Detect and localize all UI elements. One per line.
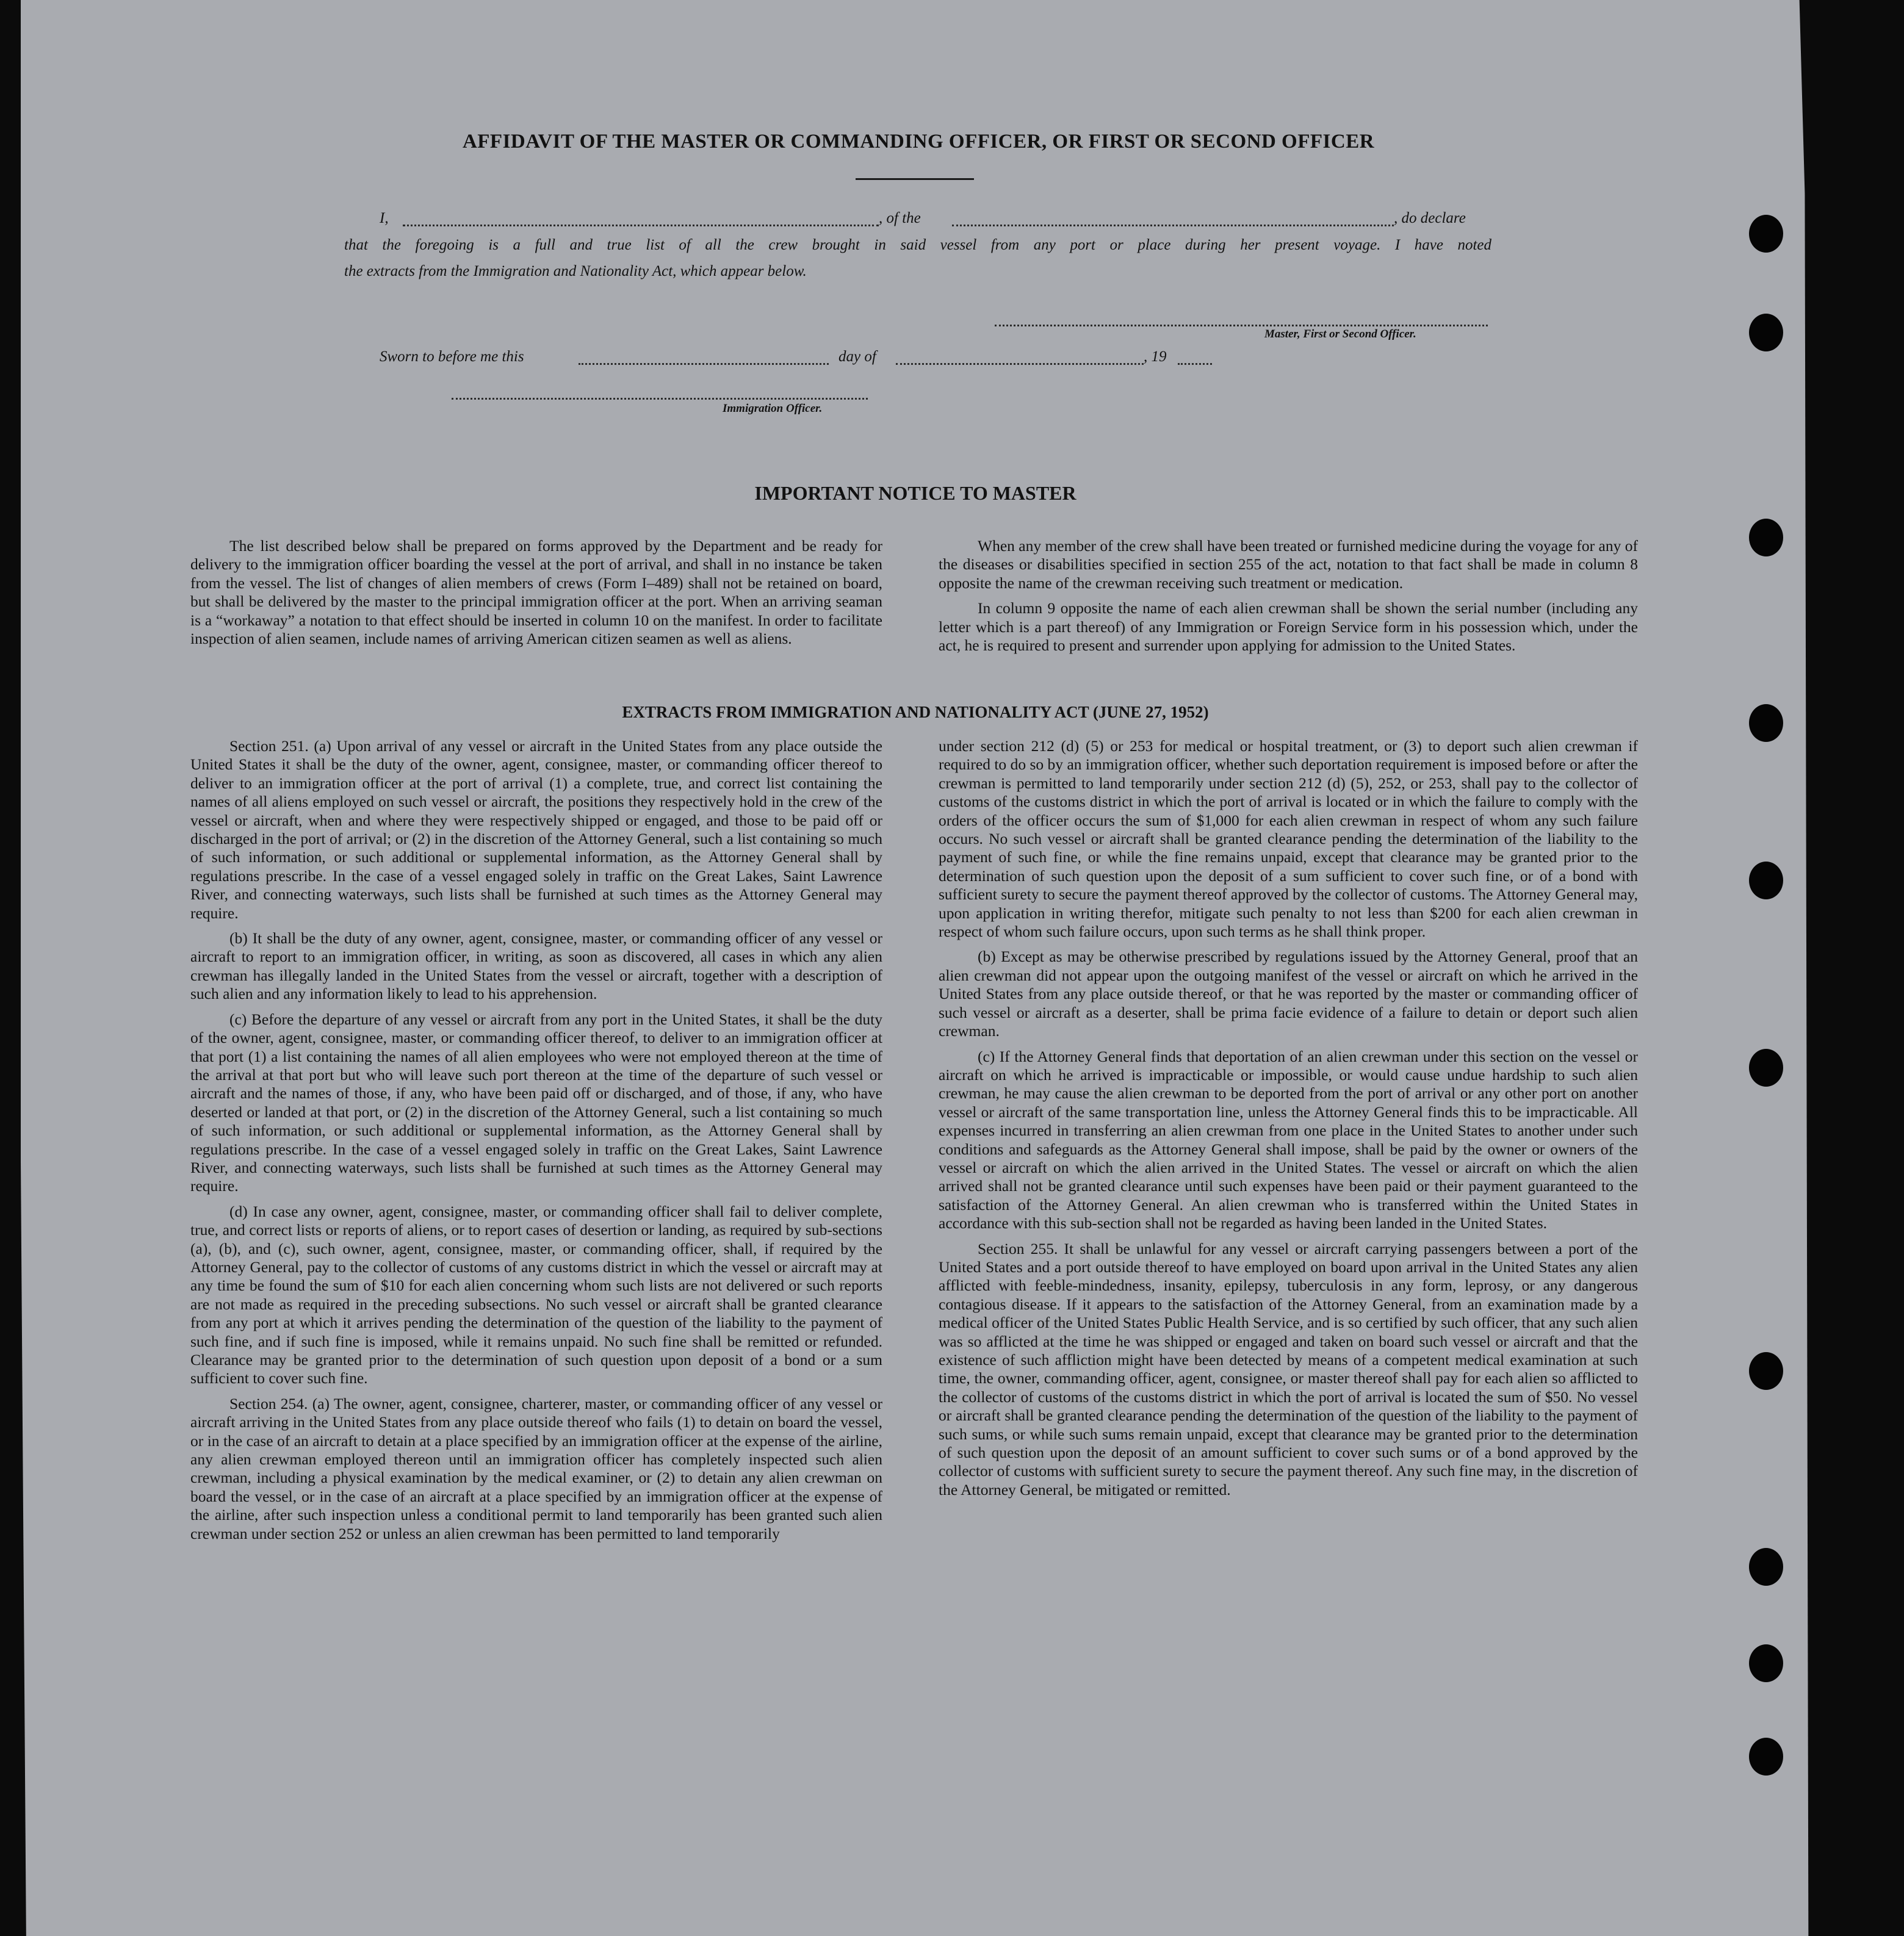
officer-caption: Immigration Officer. <box>723 402 823 415</box>
punch-hole <box>1749 1644 1783 1682</box>
notice-paragraph: The list described below shall be prepared on forms approved by the Department and be ready for delivery to the immigration officer boarding the vessel at the port of arrival, and shall in no instance be taken from the vessel. The list of changes of alien members of crews (Form I–489) shall not be retained on board, but shall be delivered by the master to the principal immigration officer at the port. When an arriving seaman is a “workaway” a notation to that effect should be inserted in column 10 on the manifest. In order to facilitate inspection of alien seamen, include names of arriving American citizen seamen as well as aliens. <box>190 537 882 648</box>
name-field[interactable] <box>403 225 879 226</box>
day-of-label: day of <box>838 348 876 365</box>
vessel-field[interactable] <box>952 225 1394 226</box>
master-signature-line[interactable] <box>995 325 1488 326</box>
statement-line-2: the extracts from the Immigration and Nationality Act, which appear below. <box>344 263 807 279</box>
punch-hole <box>1749 862 1783 899</box>
notice-title: IMPORTANT NOTICE TO MASTER <box>754 482 1076 504</box>
do-declare-label: , do declare <box>1394 210 1466 226</box>
extracts-left-column <box>190 737 882 1550</box>
notice-right-column <box>939 537 1638 661</box>
affidavit-title: AFFIDAVIT OF THE MASTER OR COMMANDING OFFICER, OR FIRST OR SECOND OFFICER <box>462 131 1375 153</box>
notice-left-column <box>190 537 882 655</box>
punch-hole <box>1749 215 1783 253</box>
officer-signature-line[interactable] <box>452 398 868 400</box>
title-divider <box>856 178 974 180</box>
extracts-right-column <box>939 737 1638 1506</box>
notice-paragraph: When any member of the crew shall have been treated or furnished medicine during the voyage for any of the diseases or disabilities specified in section 255 of the act, notation to that fact shall be made in column 8 opposite the name of the crewman receiving such treatment or medication. <box>939 537 1638 592</box>
section-255: Section 255. It shall be unlawful for any vessel or aircraft carrying passengers between a port of the United States and a port outside thereof to have employed on board upon arrival in the United States any alien afflicted with feeble-mindedness, insanity, epilepsy, tuberculosis in any form, leprosy, or any dangerous contagious disease. If it appears to the satisfaction of the Attorney General, from an examination made by a medical officer of the United States Public Health Service, and is so certified by such officer, that any such alien was so afflicted at the time he was shipped or engaged and taken on board such vessel or aircraft and that the existence of such affliction might have been detected by means of a competent medical examination at such time, the owner, commanding officer, agent, consignee, or master thereof shall pay for each alien so afflicted to the collector of customs of the customs district in which the port of arrival is located the sum of $50. No vessel or aircraft shall be granted clearance pending the determination of the question of the liability to the payment of such sums, or while such sums remain unpaid, except that clearance may be granted prior to the determination of such question upon the deposit of an amount sufficient to cover such sums or of a bond approved by the collector of customs with sufficient surety to secure the payment thereof. Any such fine may, in the discretion of the Attorney General, be mitigated or remitted. <box>939 1239 1638 1499</box>
sworn-year-field[interactable] <box>1178 363 1212 365</box>
section-251-a: Section 251. (a) Upon arrival of any vessel or aircraft in the United States from any place outside the United States it shall be the duty of the owner, agent, consignee, master, or commanding officer thereof to deliver to an immigration officer at the port of arrival (1) a complete, true, and correct list containing the names of all aliens employed on such vessel or aircraft, the positions they respectively hold in the crew of the vessel or aircraft, when and where they were respectively shipped or engaged, and those to be paid off or discharged in the port of arrival; or (2) in the discretion of the Attorney General, such a list containing so much of such information, or such additional or supplemental information, as the Attorney General shall by regulations prescribe. In the case of a vessel engaged solely in traffic on the Great Lakes, Saint Lawrence River, and connecting waterways, such lists shall be furnished at such times as the Attorney General may require. <box>190 737 882 922</box>
section-251-c: (c) Before the departure of any vessel or aircraft from any port in the United States, it shall be the duty of the owner, agent, consignee, master, or commanding officer thereof, to deliver to an immigration officer at that port (1) a list containing the names of all alien employees who were not employed thereon at the time of the arrival at that port but who will leave such port thereon at the time of the departure of such vessel or aircraft and the names of those, if any, who have been paid off or discharged, and of those, if any, who have deserted or landed at that port, or (2) in the discretion of the Attorney General, such a list containing so much of such information, or such additional or supplemental information, as the Attorney General shall by regulations prescribe. In the case of a vessel engaged solely in traffic on the Great Lakes, Saint Lawrence River, and connecting waterways, such lists shall be furnished at such times as the Attorney General may require. <box>190 1010 882 1195</box>
punch-hole <box>1749 1738 1783 1776</box>
section-251-b: (b) It shall be the duty of any owner, agent, consignee, master, or commanding officer of any vessel or aircraft to report to an immigration officer, in writing, as soon as discovered, all cases in which any alien crewman has illegally landed in the United States from the vessel or aircraft, together with a description of such alien and any information likely to lead to his apprehension. <box>190 929 882 1003</box>
section-251-d: (d) In case any owner, agent, consignee, master, or commanding officer shall fail to deliver complete, true, and correct lists or reports of aliens, or to report cases of desertion or landing, as required by sub-sections (a), (b), and (c), such owner, agent, consignee, master, or commanding officer, shall, if required by the Attorney General, pay to the collector of customs of any customs district in which the vessel or aircraft may at any time be found the sum of $10 for each alien concerning whom such lists are not delivered or such reports are not made as required in the preceding subsections. No such vessel or aircraft shall be granted clearance from any port at which it arrives pending the determination of the question of the liability to the payment of such fine, and if such fine is imposed, while it remains unpaid. No such fine shall be remitted or refunded. Clearance may be granted prior to the determination of such question upon deposit of a bond or a sum sufficient to cover such fine. <box>190 1202 882 1387</box>
punch-hole <box>1749 1352 1783 1390</box>
section-254-b: (b) Except as may be otherwise prescribed by regulations issued by the Attorney General, proof that an alien crewman did not appear upon the outgoing manifest of the vessel or aircraft on which he arrived in the United States from any place outside thereof, or that he was reported by the master or commanding officer of such vessel or aircraft as a deserter, shall be prima facie evidence of a failure to detain or deport such alien crewman. <box>939 948 1638 1040</box>
of-the-label: , of the <box>879 210 921 226</box>
punch-hole <box>1749 1049 1783 1087</box>
punch-hole <box>1749 519 1783 556</box>
punch-hole <box>1749 314 1783 351</box>
sworn-day-field[interactable] <box>579 363 829 365</box>
extracts-title: EXTRACTS FROM IMMIGRATION AND NATIONALITY ACT (JUNE 27, 1952) <box>622 703 1209 721</box>
punch-hole <box>1749 1548 1783 1586</box>
section-254-a: Section 254. (a) The owner, agent, consignee, charterer, master, or commanding officer of any vessel or aircraft arriving in the United States from any place outside thereof who fails (1) to detain on board the vessel, or in the case of an aircraft to detain at a place specified by an immigration officer at the expense of the airline, any alien crewman employed thereon until an immigration officer has completely inspected such alien crewman, including a physical examination by the medical examiner, or (2) to detain any alien crewman on board the vessel, or in the case of an aircraft at a place specified by an immigration officer at the expense of the airline, after such inspection unless a conditional permit to land temporarily has been granted such alien crewman under section 252 or unless an alien crewman has been permitted to land temporarily <box>190 1394 882 1542</box>
year-label: , 19 <box>1144 348 1167 365</box>
statement-line-1: that the foregoing is a full and true list of all the crew brought in said vessel from any port or place during her present voyage. I have noted <box>344 237 1491 253</box>
section-254-c: (c) If the Attorney General finds that deportation of an alien crewman under this section on the vessel or aircraft on which he arrived is impracticable or impossible, or would cause undue hardship to such alien crewman, he may cause the alien crewman to be deported from the port of arrival or any other port on another vessel or aircraft of the same transportation line, unless the Attorney General finds this to be impracticable. All expenses incurred in transferring an alien crewman from one place in the United States to another under such conditions and safeguards as the Attorney General shall impose, shall be paid by the owner or owners of the vessel or aircraft on which the alien arrived in the United States. The vessel or aircraft on which the alien arrived shall not be granted clearance until such expenses have been paid or their payment guaranteed to the satisfaction of the Attorney General. An alien crewman who is transferred within the United States in accordance with this sub-section shall not be regarded as having been landed in the United States. <box>939 1047 1638 1232</box>
sworn-month-field[interactable] <box>896 363 1144 365</box>
i-label: I, <box>380 210 389 226</box>
sworn-label: Sworn to before me this <box>380 348 524 365</box>
section-254-a-continued: under section 212 (d) (5) or 253 for medical or hospital treatment, or (3) to deport such alien crewman if required to do so by an immigration officer, whether such deportation requirement is imposed before or after the crewman is permitted to land temporarily under section 212 (d) (5), 252, or 253, shall pay to the collector of customs of the customs district in which the port of arrival is located or in which the failure to comply with the orders of the officer occurs the sum of $1,000 for each alien crewman in respect of whom any such failure occurs. No such vessel or aircraft shall be granted clearance pending the determination of the liability to the payment of such fine, or while the fine remains unpaid, except that clearance may be granted prior to the determination of such question upon the deposit of a sum sufficient to cover such fine, or of a bond with sufficient surety to secure the payment thereof approved by the collector of customs. The Attorney General may, upon application in writing therefor, mitigate such penalty to not less than $200 for each alien crewman in respect of whom such failure occurs, upon such terms as he shall think proper. <box>939 737 1638 941</box>
notice-paragraph: In column 9 opposite the name of each alien crewman shall be shown the serial number (including any letter which is a part thereof) of any Immigration or Foreign Service form in his possession which, under the act, he is required to present and surrender upon applying for admission to the United States. <box>939 599 1638 655</box>
master-caption: Master, First or Second Officer. <box>1264 328 1416 340</box>
